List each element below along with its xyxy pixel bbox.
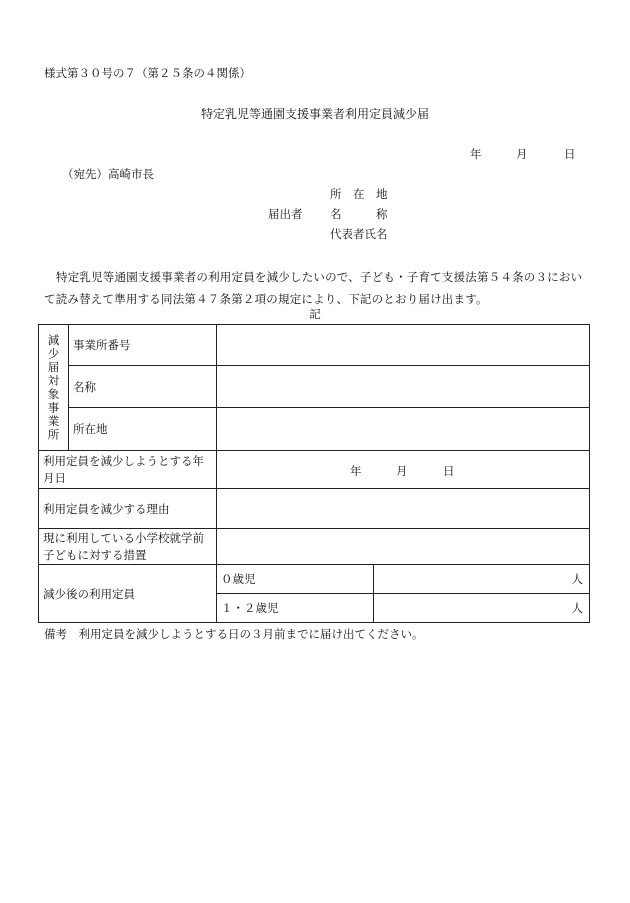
row-date [39,451,590,489]
reason-label: 利用定員を減少する理由 [39,489,217,529]
row-reason [39,489,590,529]
address-label: 所在地 [69,408,217,451]
reason-field[interactable] [217,489,590,529]
age0-label: ０歳児 [217,565,374,594]
measures-label: 現に利用している小学校就学前子どもに対する措置 [39,529,217,565]
applicant-rep-label: 代表者氏名 [330,227,388,241]
applicant-address-label: 所 在 地 [330,187,388,201]
date-day: 日 [564,147,576,161]
remarks: 備考 利用定員を減少しようとする日の３月前までに届け出てください。 [44,627,424,641]
reduction-date-day: 日 [443,464,455,478]
age12-label: １・２歳児 [217,594,374,623]
body-text [44,266,590,310]
capacity-after-label: 減少後の利用定員 [39,565,217,623]
ki-mark: 記 [309,307,321,321]
office-number-field[interactable] [217,325,590,366]
office-number-label: 事業所番号 [69,325,217,366]
applicant-group-label: 届出者 [268,207,303,221]
body-line-1: 特定乳児等通園支援事業者の利用定員を減少したいので、子ども・子育て支援法第５４条の３におい [56,270,583,284]
addressee: （宛先）高崎市長 [62,167,154,181]
age0-field[interactable] [374,565,590,594]
row-address [39,408,590,451]
name-label: 名称 [69,366,217,408]
age12-unit: 人 [571,601,583,615]
age0-unit: 人 [571,572,583,586]
applicant-name-label: 名 称 [330,207,388,221]
measures-field[interactable] [217,529,590,565]
reduction-date-field[interactable] [217,451,590,489]
row-office-number [39,325,590,366]
name-field[interactable] [217,366,590,408]
reduction-date-month: 月 [396,464,408,478]
age12-field[interactable] [374,594,590,623]
address-field[interactable] [217,408,590,451]
form-table [38,324,590,623]
row-age0 [39,565,590,594]
reduction-date-label: 利用定員を減少しようとする年月日 [39,451,217,489]
reduction-date-year: 年 [350,464,362,478]
row-measures [39,529,590,565]
date-year: 年 [470,147,482,161]
form-number: 様式第３０号の７（第２５条の４関係） [44,66,251,80]
document-title: 特定乳児等通園支援事業者利用定員減少届 [200,107,429,121]
date-month: 月 [516,147,528,161]
target-office-group-label: 減少届対象事業所 [39,325,69,451]
row-name [39,366,590,408]
body-line-2: て読み替えて準用する同法第４７条第２項の規定により、下記のとおり届け出ます。 [44,292,488,306]
